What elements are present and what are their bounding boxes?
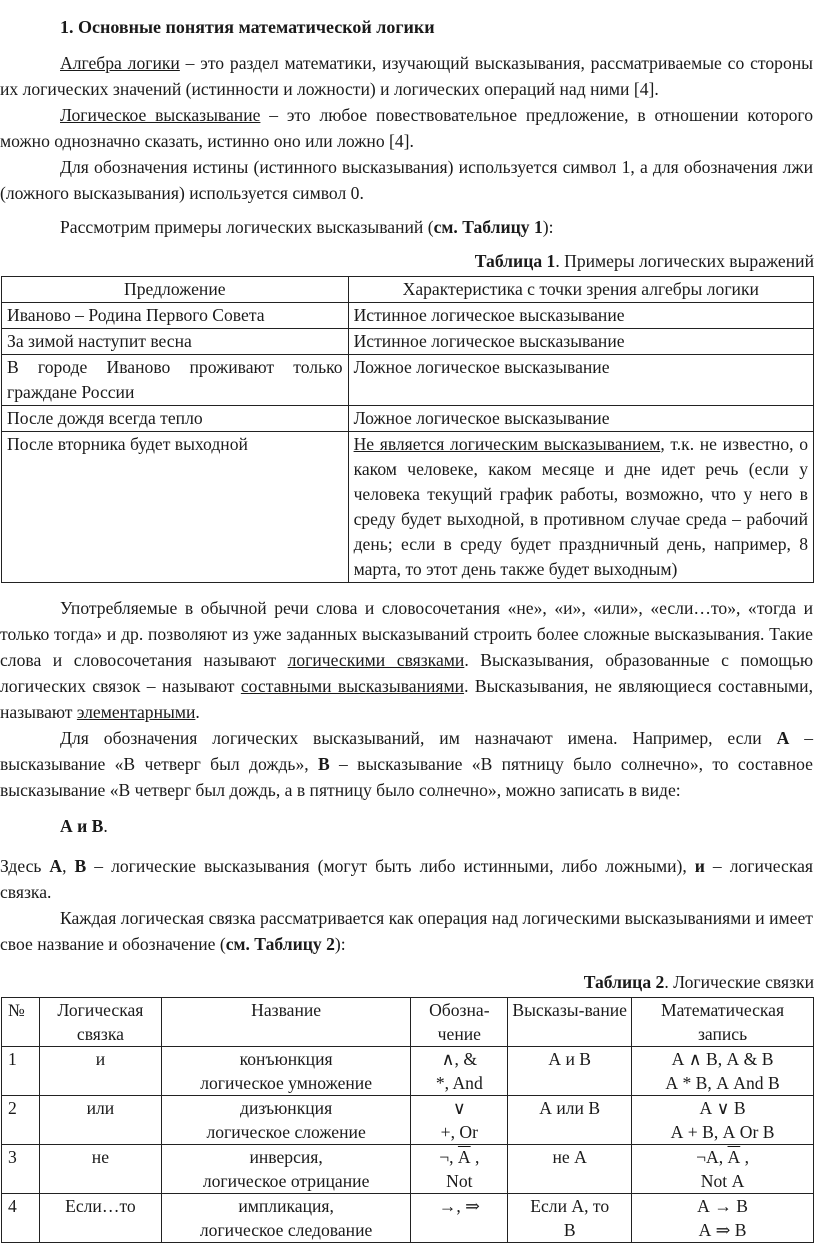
paragraph-statement-names <box>0 725 813 803</box>
caption-label: Таблица 1 <box>474 251 556 271</box>
table-cell: После дождя всегда тепло <box>2 406 349 432</box>
variable-b: В <box>317 754 330 774</box>
overlined-a: А <box>457 1147 471 1167</box>
cell-line: логическое отрицание <box>202 1171 370 1191</box>
cell-line: А ⇒ В <box>698 1220 747 1240</box>
cell-line: В <box>563 1220 576 1240</box>
paragraph-text: ): <box>542 217 554 237</box>
table-cell: 4 <box>2 1194 40 1243</box>
cell-line: *, And <box>435 1073 483 1093</box>
table-cell <box>411 1047 508 1096</box>
table-cell <box>411 1096 508 1145</box>
negation-expression: ¬А, <box>696 1147 728 1167</box>
table2-caption <box>0 969 814 995</box>
table-cell: 1 <box>2 1047 40 1096</box>
paragraph-text: – логические высказывания (могут быть либо истинными, либо ложными), <box>86 856 695 876</box>
table-cell <box>161 1145 411 1194</box>
paragraph-text: Для обозначения логических высказываний, им назначают имена. Например, если <box>60 728 777 748</box>
table-row <box>2 329 814 355</box>
column-header: Название <box>161 998 411 1047</box>
table-row <box>2 355 814 406</box>
formula-a-and-b <box>60 813 816 839</box>
paragraph-text: – высказывание «В пятницу было солнечно», то составное высказывание «В четверг был дождь, а в пятницу было солнечно», можно записать в виде: <box>0 754 813 800</box>
term-elementary: элементарными <box>76 702 196 722</box>
column-header: Логическая связка <box>39 998 161 1047</box>
table-cell: В городе Иваново проживают только граждане России <box>2 355 349 406</box>
overlined-a: А <box>727 1147 741 1167</box>
cell-line: конъюнкция <box>239 1049 333 1069</box>
column-header: Предложение <box>2 277 349 303</box>
table-cell: Ложное логическое высказывание <box>348 355 813 406</box>
table-cell: или <box>39 1096 161 1145</box>
paragraph-text: ): <box>334 934 346 954</box>
table-cell: →, ⇒ <box>411 1194 508 1243</box>
paragraph-text: Каждая логическая связка рассматривается как операция над логическими высказываниями и имеет свое название и обозначение ( <box>0 908 813 954</box>
column-header: Характеристика с точки зрения алгебры логики <box>348 277 813 303</box>
paragraph-text: Употребляемые в обычной речи слова и словосочетания «не», «и», «или», «если…то», «тогда и только тогда» и др. позволяют из уже заданных высказываний строить более сложные высказывания. Такие слова и словосочетания называют <box>0 598 813 670</box>
cell-line: ∨ <box>452 1098 466 1118</box>
document-page <box>0 14 816 1243</box>
table-logical-examples <box>1 276 814 583</box>
variable-a: А <box>776 728 790 748</box>
paragraph-text: – высказывание «В четверг был дождь», <box>0 728 813 774</box>
cell-line: Если А, то <box>530 1196 610 1216</box>
cell-line: логическое умножение <box>200 1073 373 1093</box>
table-cell: Если…то <box>39 1194 161 1243</box>
table-cell <box>348 432 813 583</box>
table-cell <box>632 1096 814 1145</box>
table-cell: Истинное логическое высказывание <box>348 329 813 355</box>
cell-line <box>414 1145 504 1169</box>
variable-a: А <box>49 856 63 876</box>
table1-caption <box>0 248 814 274</box>
paragraph-text: , <box>62 856 75 876</box>
term-compound: составными высказываниями <box>240 676 465 696</box>
paragraph-algebra-definition <box>0 50 813 102</box>
column-header: Математическая запись <box>632 998 814 1047</box>
formula-text: А и В <box>60 816 104 836</box>
table-row <box>2 406 814 432</box>
table-cell: Ложное логическое высказывание <box>348 406 813 432</box>
table-cell: А и В <box>508 1047 632 1096</box>
negation-symbol: ¬, <box>439 1147 458 1167</box>
cell-line: А ∨ В <box>699 1098 746 1118</box>
table-cell: После вторника будет выходной <box>2 432 349 583</box>
cell-line: А ∧ В, А & В <box>671 1049 774 1069</box>
paragraph-text: – это любое повествовательное предложение, в отношении которого можно однозначно сказать, истинно оно или ложно [4]. <box>0 105 813 151</box>
table-cell: А или В <box>508 1096 632 1145</box>
table-header-row <box>2 998 814 1047</box>
table-row <box>2 1145 814 1194</box>
table-reference: см. Таблицу 1 <box>433 217 543 237</box>
table-cell <box>411 1145 508 1194</box>
cell-line: А + В, А Or В <box>670 1122 775 1142</box>
table-cell <box>632 1194 814 1243</box>
cell-line: А * В, А And В <box>665 1073 780 1093</box>
not-a-statement-label: Не является логическим высказыванием <box>353 434 661 454</box>
table-row <box>2 432 814 583</box>
term-connectives: логическими связками <box>287 650 465 670</box>
paragraph-text: . <box>195 702 200 722</box>
table-cell <box>508 1194 632 1243</box>
cell-line: логическое следование <box>199 1220 373 1240</box>
cell-line: А → В <box>697 1196 748 1216</box>
cell-line: ∧, & <box>441 1049 477 1069</box>
table-logical-connectives <box>1 997 814 1243</box>
cell-line: Not <box>446 1171 473 1191</box>
term-statement: Логическое высказывание <box>60 105 261 125</box>
table-cell <box>161 1047 411 1096</box>
table-cell: Истинное логическое высказывание <box>348 303 813 329</box>
table-cell <box>161 1096 411 1145</box>
caption-label: Таблица 2 <box>583 972 665 992</box>
table-row <box>2 1194 814 1243</box>
paragraph-explanation <box>0 853 813 905</box>
column-header: Обозна-чение <box>411 998 508 1047</box>
table-row <box>2 1096 814 1145</box>
variable-b: В <box>74 856 87 876</box>
table-cell: и <box>39 1047 161 1096</box>
section-heading: 1. Основные понятия математической логики <box>60 17 435 37</box>
paragraph-text: – это раздел математики, изучающий высказывания, рассматриваемые со стороны их логических значений (истинности и ложности) и логических операций над ними [4]. <box>0 53 813 99</box>
table-cell: не А <box>508 1145 632 1194</box>
table-reference: см. Таблицу 2 <box>225 934 335 954</box>
term-algebra: Алгебра логики <box>60 53 180 73</box>
cell-line: импликация, <box>238 1196 334 1216</box>
table-cell: 2 <box>2 1096 40 1145</box>
table-cell: 3 <box>2 1145 40 1194</box>
cell-line: +, Or <box>440 1122 478 1142</box>
cell-text: , <box>470 1147 480 1167</box>
paragraph-text: . Высказывания, не являющиеся составными, называют <box>0 676 813 722</box>
paragraph-text: . Высказывания, образованные с помощью логических связок – называют <box>0 650 813 696</box>
column-header: Высказы-вание <box>508 998 632 1047</box>
table-cell: За зимой наступит весна <box>2 329 349 355</box>
cell-line <box>635 1145 810 1169</box>
cell-line: логическое сложение <box>206 1122 366 1142</box>
table-cell <box>632 1047 814 1096</box>
connective-and: и <box>694 856 705 876</box>
cell-line: дизъюнкция <box>240 1098 333 1118</box>
formula-period: . <box>103 816 108 836</box>
caption-text: . Примеры логических выражений <box>555 251 814 271</box>
paragraph-examples-intro <box>0 214 813 240</box>
paragraph-text: Здесь <box>0 856 50 876</box>
paragraph-connectives-intro <box>0 905 813 957</box>
paragraph-text: Рассмотрим примеры логических высказываний ( <box>60 217 434 237</box>
table-cell: Иваново – Родина Первого Совета <box>2 303 349 329</box>
table-cell <box>161 1194 411 1243</box>
cell-text: , т.к. не известно, о каком человеке, каком месяце и дне идет речь (если у человека текущий график работы, возможно, что у него в среду будет выходной, в противном случае среда – рабочий день; если в среду будет праздничный день, например, 8 марта, то этот день также будет выходным) <box>353 434 808 579</box>
cell-line: инверсия, <box>249 1147 323 1167</box>
table-cell: не <box>39 1145 161 1194</box>
cell-text: , <box>740 1147 750 1167</box>
column-header: № <box>2 998 40 1047</box>
paragraph-true-false-symbols: Для обозначения истины (истинного высказывания) используется символ 1, а для обозначения лжи (ложного высказывания) используется символ 0. <box>0 157 813 203</box>
paragraph-text: – логическая связка. <box>0 856 814 902</box>
paragraph-statement-definition <box>0 102 813 154</box>
table-header-row <box>2 277 814 303</box>
cell-line: Not А <box>700 1171 745 1191</box>
table-cell <box>632 1145 814 1194</box>
table-row <box>2 303 814 329</box>
caption-text: . Логические связки <box>664 972 814 992</box>
paragraph-logical-connectives <box>0 595 813 725</box>
table-row <box>2 1047 814 1096</box>
